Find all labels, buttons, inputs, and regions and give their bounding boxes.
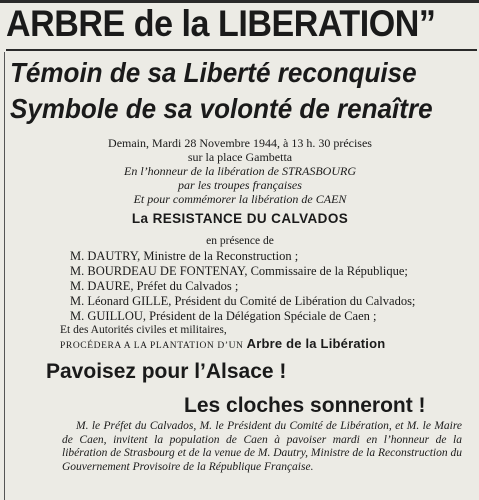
plantation-prefix: PROCÉDERA A LA PLANTATION D’UN: [60, 341, 244, 351]
place-line: sur la place Gambetta: [187, 150, 293, 164]
dignitary-line: M. BOURDEAU DE FONTENAY, Commissaire de la République;: [70, 264, 408, 278]
subheadline-2: Symbole de sa volonté de renaître: [10, 93, 433, 124]
authorities-line: Et des Autorités civiles et militaires,: [60, 324, 227, 336]
honour-line: En l’honneur de la libération de STRASBOURG: [124, 164, 356, 178]
date-line: Demain, Mardi 28 Novembre 1944, à 13 h. 30 précises: [108, 136, 372, 150]
plantation-tree: Arbre de la Libération: [246, 336, 386, 351]
headline-rule: [6, 49, 477, 51]
troops-line: par les troupes françaises: [178, 178, 302, 192]
closing-paragraph: [62, 420, 462, 474]
presence-line: en présence de: [206, 235, 274, 247]
commemorate-line: Et pour commémorer la libération de CAEN: [133, 192, 347, 206]
dignitary-line: M. Léonard GILLE, Président du Comité de Libération du Calvados;: [70, 294, 416, 308]
dignitary-line: M. GUILLOU, Président de la Délégation Spéciale de Caen ;: [70, 309, 377, 323]
organizer: La RESISTANCE DU CALVADOS: [131, 211, 349, 226]
subheadline-1: Témoin de sa Liberté reconquise: [10, 57, 417, 88]
call-cloches: Les cloches sonneront !: [184, 394, 426, 417]
dignitary-line: M. DAURE, Préfet du Calvados ;: [70, 279, 239, 293]
closing-paragraph-text: M. le Préfet du Calvados, M. le Président du Comité de Libération, et M. le Maire de Caen, invitent la population de Caen à pavoiser mardi en l’honneur de la libération de Strasbourg et de la venue de M. Dautry, Ministre de la Reconstruction du Gouvernement Provisoire de la République Française.: [62, 420, 462, 473]
column-rule: [4, 52, 5, 500]
plantation-line: [60, 337, 385, 353]
call-pavoisez: Pavoisez pour l’Alsace !: [46, 360, 287, 383]
headline: ARBRE de la LIBERATION”: [6, 3, 436, 44]
dignitary-line: M. DAUTRY, Ministre de la Reconstruction ;: [70, 249, 299, 263]
